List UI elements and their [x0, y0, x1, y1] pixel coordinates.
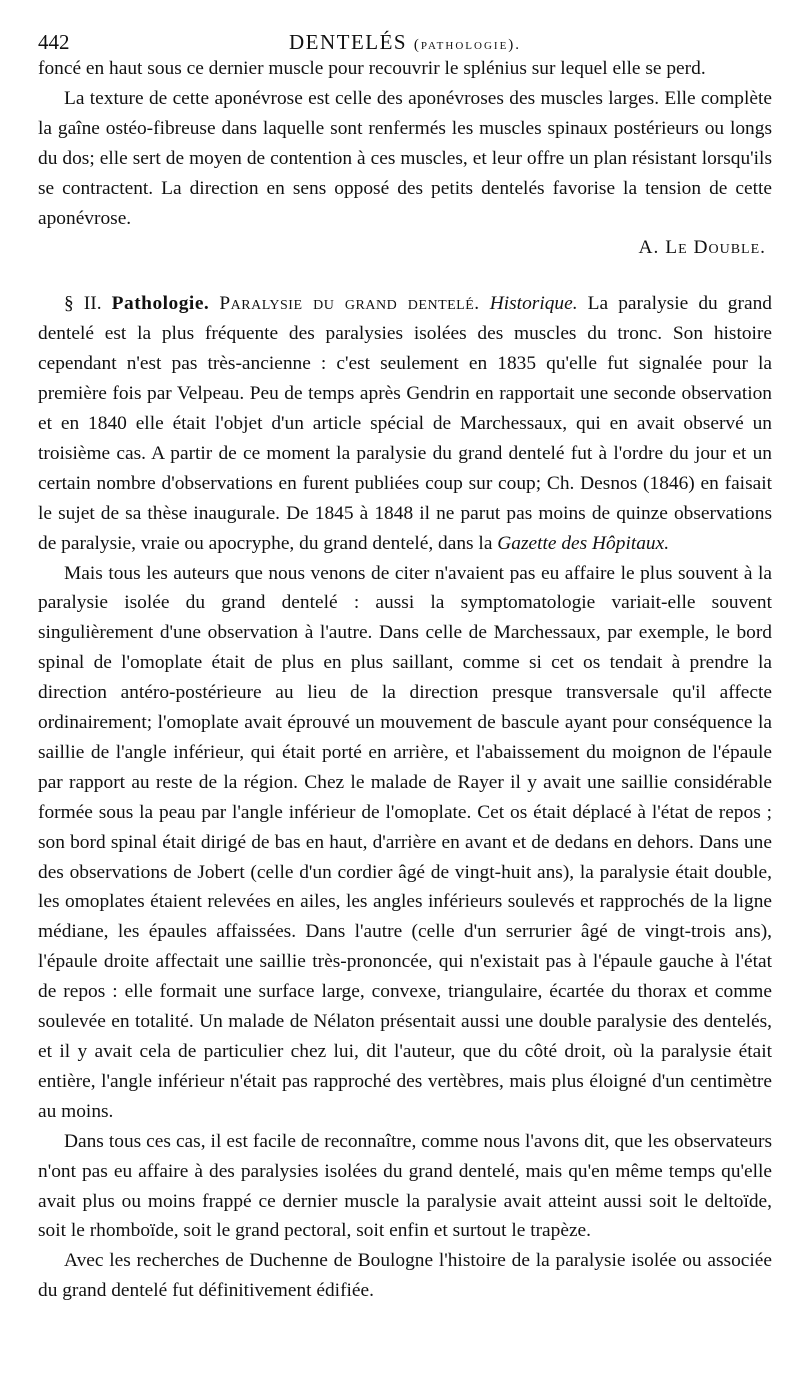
- section-topic: Paralysie du grand dentelé.: [219, 293, 480, 315]
- author-signature: A. Le Double.: [638, 237, 766, 259]
- running-title: [38, 30, 772, 55]
- pathology-paragraph-cases: Dans tous ces cas, il est facile de reconnaître, comme nous l'avons dit, que les observateurs n'ont pas eu affaire à des paralysies isolées du grand dentelé, mais qu'en même temps qu'elle avait plus ou moins frappé ce dernier muscle la paralysie avait atteint aussi soit le deltoïde, soit le rhomboïde, soit le grand pectoral, soit enfin et surtout le trapèze.: [38, 1130, 772, 1242]
- history-text: La paralysie du grand dentelé est la plus fréquente des paralysies isolées des muscles du tronc. Son histoire cependant n'est pas très-ancienne : c'est seulement en 1835 qu'elle fut signalée pour la première fois par Velpeau. Peu de temps après Gendrin en rapportait une seconde observation et en 1840 elle était l'objet d'un article spécial de Marchessaux, qui en avait observé un troisième cas. A partir de ce moment la paralysie du grand dentelé fut à l'ordre du jour et un certain nombre d'observations en furent publiées coup sur coup; Ch. Desnos (1846) en faisait le sujet de sa thèse inaugurale. De 1845 à 1848 il ne parut pas moins de quinze observations de paralysie, vraie ou apocryphe, du grand dentelé, dans la: [38, 293, 772, 554]
- running-header: [38, 14, 772, 54]
- pathology-paragraph-duchenne: Avec les recherches de Duchenne de Boulogne l'histoire de la paralysie isolée ou associée du grand dentelé fut définitivement édifiée.: [38, 1250, 772, 1302]
- book-page: [38, 14, 772, 1306]
- pathology-paragraph-history: [38, 289, 772, 558]
- page-number: 442: [38, 30, 70, 54]
- pathology-paragraph-symptoms: Mais tous les auteurs que nous venons de citer n'avaient pas eu affaire le plus souvent à la paralysie isolée du grand dentelé : aussi la symptomatologie variait-elle souvent singulièrement d'une observation à l'autre. Dans celle de Marchessaux, par exemple, le bord spinal de l'omoplate était de plus en plus saillant, comme si cet os tendait à prendre la direction antéro-postérieure au lieu de la direction presque transversale qu'il affecte ordinairement; l'omoplate avait éprouvé un mouvement de bascule ayant pour conséquence la saillie de l'angle inférieur, qui était porté en arrière, et l'abaissement du moignon de l'épaule par rapport au reste de la région. Chez le malade de Rayer il y avait une saillie considérable formée sous la peau par l'angle inférieur de l'omoplate. Cet os était déplacé à l'état de repos ; son bord spinal était dirigé de bas en haut, d'arrière en avant et de dedans en dehors. Dans une des observations de Jobert (celle d'un cordier âgé de vingt-huit ans), la paralysie était double, les omoplates étaient relevées en ailes, les angles inférieurs soulevés et rapprochés de la ligne médiane, les épaules affaissées. Dans l'autre (celle d'un serrurier âgé de vingt-trois ans), l'épaule droite affectait une saillie très-prononcée, qui n'existait pas à l'épaule gauche à l'état de repos : elle formait une surface large, convexe, triangulaire, écartée du thorax et comme soulevée en totalité. Un malade de Nélaton présentait aussi une double paralysie des dentelés, et il y avait cela de particulier chez lui, dit l'auteur, que du côté droit, où la paralysie était entière, l'angle inférieur n'était pas rapproché des vertèbres, mais plus éloigné d'un centimètre au moins.: [38, 562, 772, 1122]
- anatomy-paragraph-continued: foncé en haut sous ce dernier muscle pour recouvrir le splénius sur lequel elle se perd.: [38, 58, 706, 79]
- section-title: Pathologie.: [111, 293, 210, 315]
- running-title-main: DENTELÉS: [288, 30, 408, 54]
- running-title-subtitle: (pathologie).: [413, 37, 522, 53]
- anatomy-paragraph-texture: La texture de cette aponévrose est celle des aponévroses des muscles larges. Elle complète la gaîne ostéo-fibreuse dans laquelle sont renfermés les muscles spinaux postérieurs ou longs du dos; elle sert de moyen de contention à ces muscles, et leur offre un plan résistant lorsqu'ils se contractent. La direction en sens opposé des petits dentelés favorise la tension de cette aponévrose.: [38, 87, 772, 229]
- journal-title: Gazette des Hôpitaux.: [497, 532, 670, 554]
- section-subtopic: Historique.: [489, 293, 578, 315]
- section-gap: [38, 263, 772, 289]
- section-mark: § II.: [64, 293, 102, 315]
